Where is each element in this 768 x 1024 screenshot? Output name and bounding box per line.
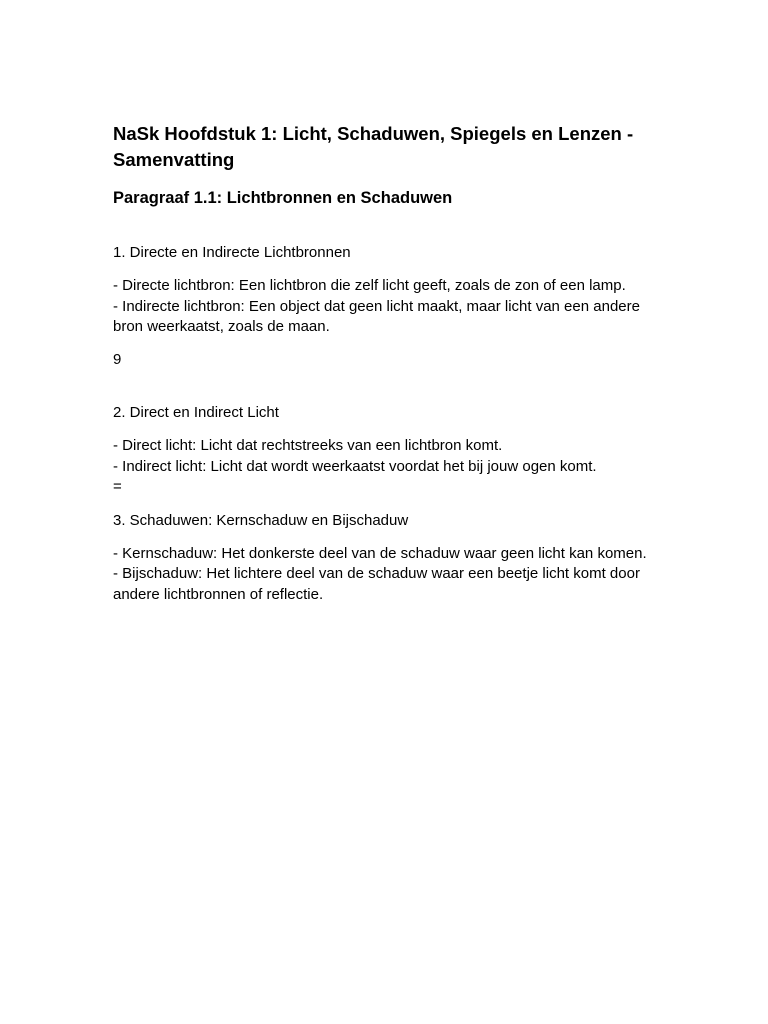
section-1 <box>113 243 658 370</box>
section-body <box>113 544 658 606</box>
bullet-line: - Direct licht: Licht dat rechtstreeks van een lichtbron komt. <box>113 437 503 454</box>
document-title: NaSk Hoofdstuk 1: Licht, Schaduwen, Spiegels en Lenzen - Samenvatting <box>113 123 634 170</box>
section-3 <box>113 511 658 606</box>
section-heading: 3. Schaduwen: Kernschaduw en Bijschaduw <box>113 511 409 529</box>
stray-mark: = <box>113 478 122 495</box>
section-2 <box>113 403 658 498</box>
section-heading: 2. Direct en Indirect Licht <box>113 404 279 421</box>
section-body <box>113 436 658 498</box>
document-page <box>113 121 658 605</box>
stray-mark: 9 <box>113 350 122 368</box>
bullet-line: - Bijschaduw: Het lichtere deel van de schaduw waar een beetje licht komt door andere lichtbronnen of reflectie. <box>113 565 640 603</box>
bullet-line: - Indirect licht: Licht dat wordt weerkaatst voordat het bij jouw ogen komt. <box>113 457 597 475</box>
paragraph-title: Paragraaf 1.1: Lichtbronnen en Schaduwen <box>113 189 453 207</box>
bullet-line: - Indirecte lichtbron: Een object dat geen licht maakt, maar licht van een andere bron weerkaatst, zoals de maan. <box>113 297 640 335</box>
bullet-line: - Directe lichtbron: Een lichtbron die zelf licht geeft, zoals de zon of een lamp. <box>113 277 626 294</box>
section-heading: 1. Directe en Indirecte Lichtbronnen <box>113 244 351 261</box>
bullet-line: - Kernschaduw: Het donkerste deel van de schaduw waar geen licht kan komen. <box>113 544 647 562</box>
section-body <box>113 276 658 338</box>
